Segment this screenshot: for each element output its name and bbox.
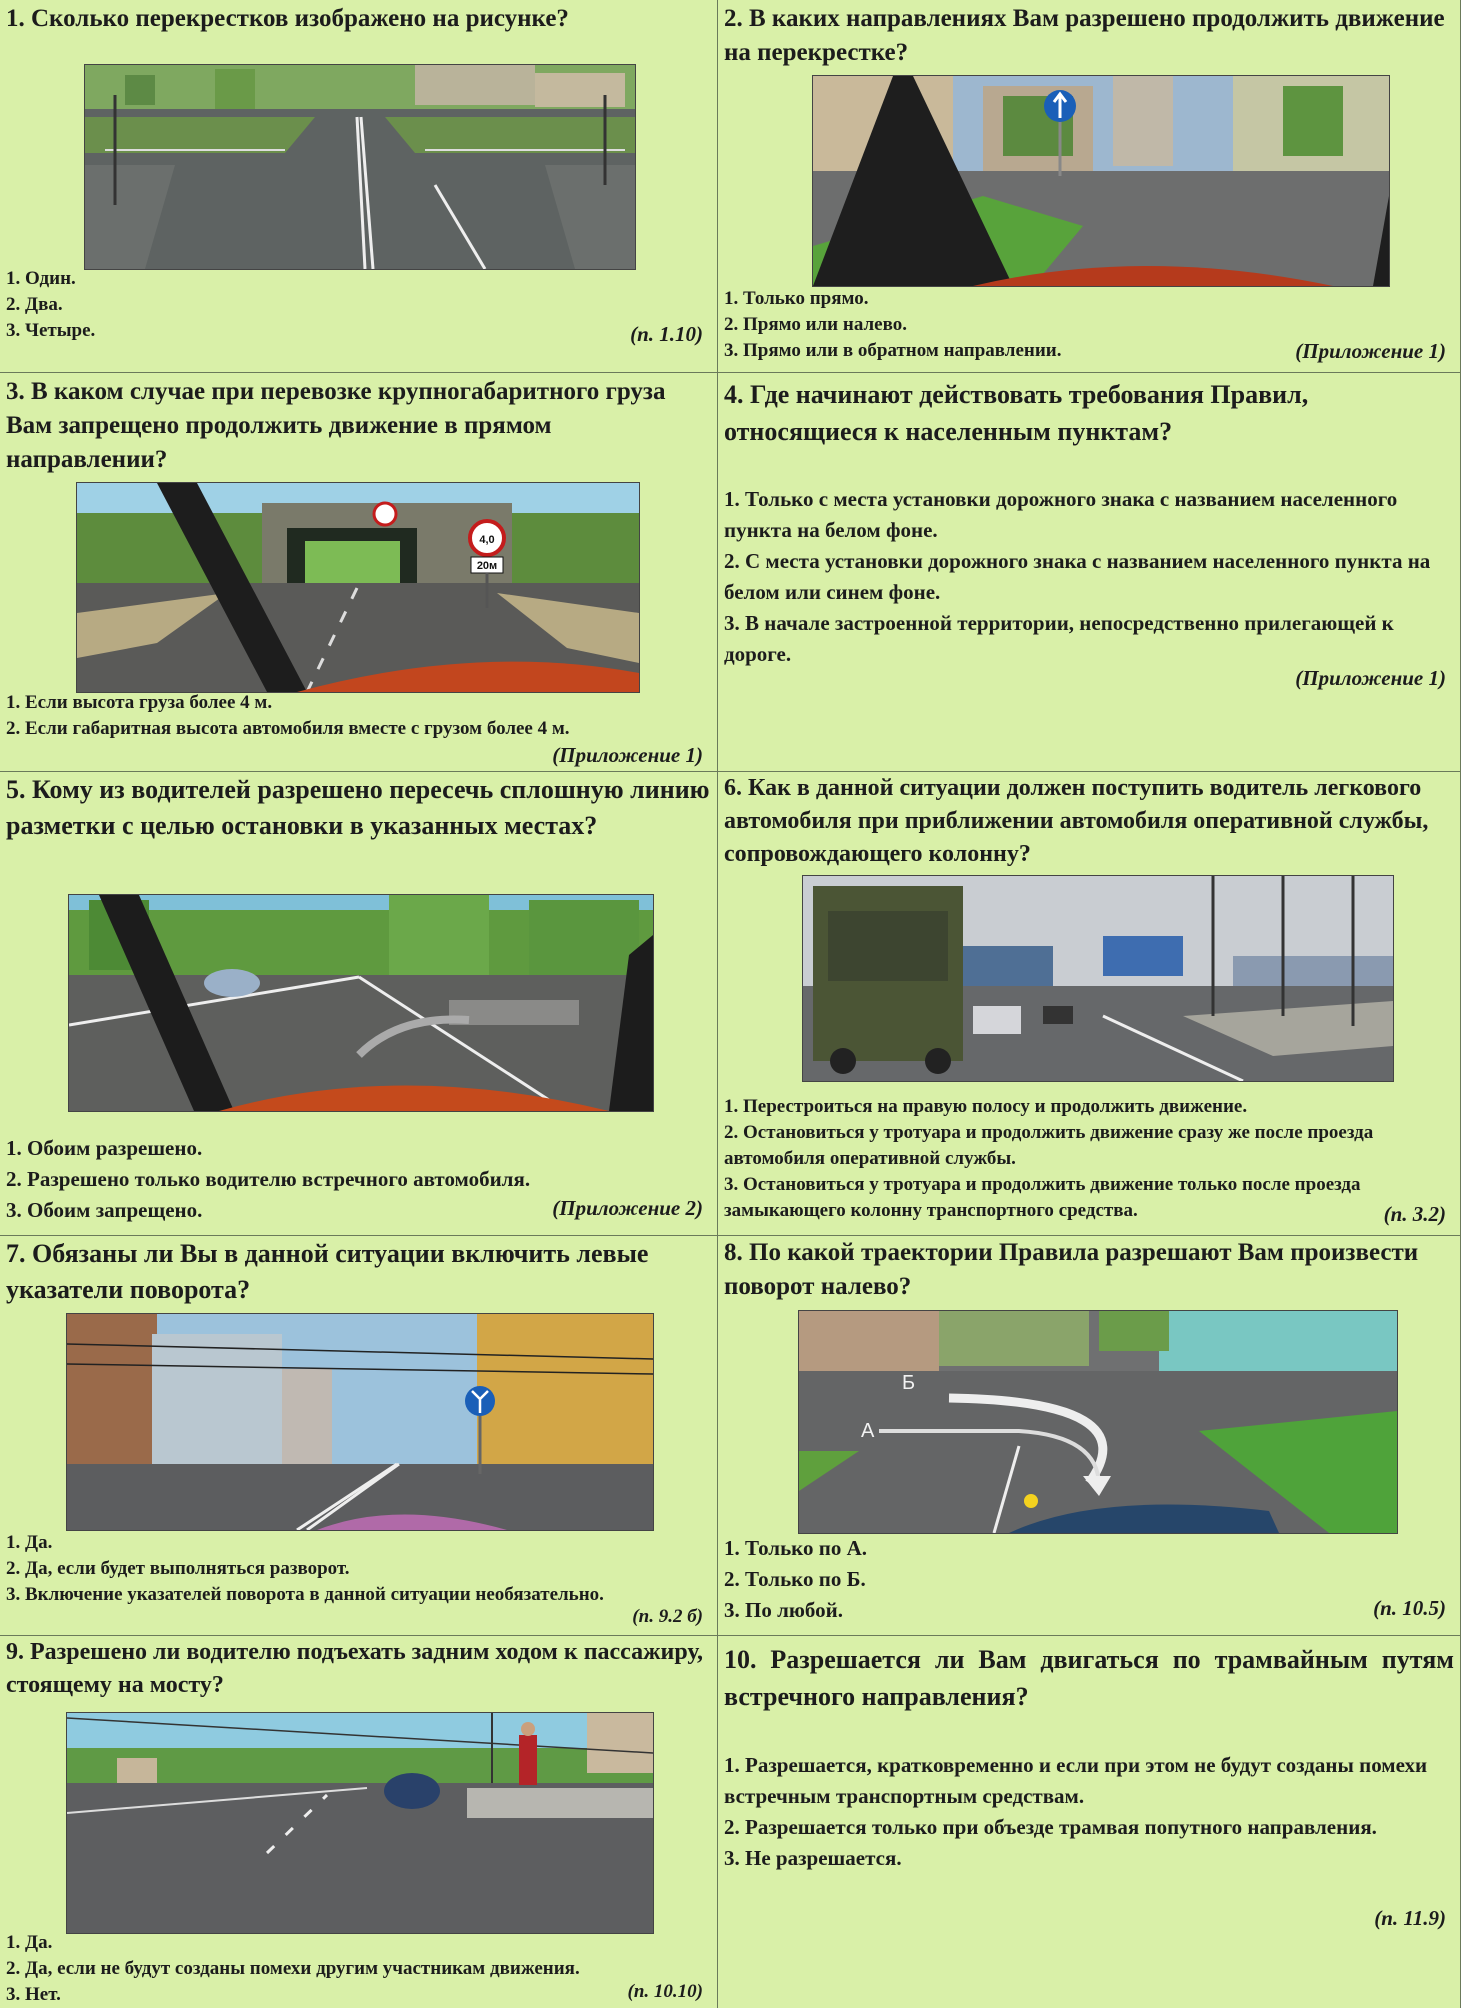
answer-option[interactable]: 3. Обоим запрещено. xyxy=(6,1198,203,1222)
answer-list xyxy=(724,1750,1450,1874)
rule-reference: (п. 11.9) xyxy=(1374,1906,1446,1930)
answer-list xyxy=(6,690,707,742)
question-image xyxy=(802,875,1394,1082)
answer-option[interactable]: 2. С места установки дорожного знака с названием населенного пункта на белом или синем фоне. xyxy=(724,549,1431,604)
question-text: 3. В каком случае при перевозке крупногабаритного груза Вам запрещено продолжить движение в прямом направлении? xyxy=(6,378,666,473)
question-text: 9. Разрешено ли водителю подъехать задним ходом к пассажиру, стоящему на мосту? xyxy=(6,1639,703,1698)
rule-reference: (п. 1.10) xyxy=(630,322,703,346)
answer-option[interactable]: 2. Да, если не будут созданы помехи другим участникам движения. xyxy=(6,1958,580,1979)
question-text: 4. Где начинают действовать требования Правил, относящиеся к населенным пунктам? xyxy=(724,380,1309,446)
crossroads-scene xyxy=(85,65,635,269)
pedestrian xyxy=(519,1735,537,1785)
question-card-7 xyxy=(0,1236,718,1636)
rule-reference: (Приложение 1) xyxy=(552,743,703,767)
passenger-car xyxy=(973,1006,1021,1034)
question-text: 1. Сколько перекрестков изображено на рисунке? xyxy=(6,5,569,32)
rule-reference: (п. 9.2 б) xyxy=(632,1606,703,1627)
oncoming-car xyxy=(204,969,260,997)
answer-option[interactable]: 1. Обоим разрешено. xyxy=(6,1136,203,1160)
question-card-4 xyxy=(718,373,1461,772)
answer-list xyxy=(724,1533,1450,1626)
answer-option[interactable]: 3. Прямо или в обратном направлении. xyxy=(724,340,1062,361)
answer-list xyxy=(6,1930,707,2008)
question-card-6 xyxy=(718,772,1461,1236)
question-text: 5. Кому из водителей разрешено пересечь сплошную линию разметки с целью остановки в указанных местах? xyxy=(6,775,710,840)
height-limit-sign-icon xyxy=(374,503,396,525)
answer-option[interactable]: 3. Четыре. xyxy=(6,320,96,341)
street-scene xyxy=(67,1314,653,1530)
question-card-9 xyxy=(0,1636,718,2008)
question-card-1 xyxy=(0,0,718,373)
rule-reference: (Приложение 1) xyxy=(1295,339,1446,363)
question-card-8 xyxy=(718,1236,1461,1636)
question-card-2 xyxy=(718,0,1461,373)
question-image xyxy=(84,64,636,270)
answer-option[interactable]: 2. Остановиться у тротуара и продолжить движение сразу же после проезда автомобиля оперативной службы. xyxy=(724,1122,1374,1169)
answer-list xyxy=(724,1094,1450,1224)
rule-reference: (Приложение 1) xyxy=(1295,666,1446,690)
escort-convoy-scene xyxy=(803,876,1393,1081)
answer-list xyxy=(724,484,1450,670)
question-card-5 xyxy=(0,772,718,1236)
rule-reference: (Приложение 2) xyxy=(552,1196,703,1220)
answer-option[interactable]: 1. Да. xyxy=(6,1532,53,1553)
answer-option[interactable]: 2. Прямо или налево. xyxy=(724,314,907,335)
path-a-label: А xyxy=(861,1420,875,1442)
path-b-label: Б xyxy=(902,1372,916,1394)
question-text: 7. Обязаны ли Вы в данной ситуации включить левые указатели поворота? xyxy=(6,1239,649,1304)
answer-option[interactable]: 1. Один. xyxy=(6,268,76,289)
car xyxy=(384,1773,440,1809)
answer-option[interactable]: 1. Если высота груза более 4 м. xyxy=(6,692,273,713)
distance-plate-value: 20м xyxy=(476,560,498,572)
answer-list xyxy=(6,1530,707,1608)
underpass-scene xyxy=(77,483,639,692)
answer-option[interactable]: 2. Разрешается только при объезде трамвая попутного направления. xyxy=(724,1815,1377,1839)
question-image xyxy=(66,1712,654,1934)
question-text: 2. В каких направлениях Вам разрешено продолжить движение на перекрестке? xyxy=(724,5,1445,66)
question-image xyxy=(66,1313,654,1531)
question-text: 8. По какой траектории Правила разрешают Вам произвести поворот налево? xyxy=(724,1239,1419,1300)
answer-option[interactable]: 3. Остановиться у тротуара и продолжить движение только после проезда замыкающего колонну транспортного средства. xyxy=(724,1174,1361,1221)
answer-option[interactable]: 3. По любой. xyxy=(724,1598,843,1622)
answer-option[interactable]: 3. В начале застроенной территории, непосредственно прилегающей к дороге. xyxy=(724,611,1394,666)
answer-option[interactable]: 2. Да, если будет выполняться разворот. xyxy=(6,1558,350,1579)
question-image xyxy=(798,1310,1398,1534)
question-card-3 xyxy=(0,373,718,772)
answer-option[interactable]: 1. Перестроиться на правую полосу и продолжить движение. xyxy=(724,1096,1248,1117)
solid-line-scene xyxy=(69,895,653,1111)
rule-reference: (п. 10.10) xyxy=(627,1981,703,2002)
answer-option[interactable]: 1. Разрешается, кратковременно и если при этом не будут созданы помехи встречным транспортным средствам. xyxy=(724,1753,1428,1808)
intersection-scene xyxy=(813,76,1389,286)
answer-option[interactable]: 2. Если габаритная высота автомобиля вместе с грузом более 4 м. xyxy=(6,718,570,739)
rule-reference: (п. 10.5) xyxy=(1373,1596,1446,1620)
question-text: 10. Разрешается ли Вам двигаться по трамвайным путям встречного направления? xyxy=(724,1645,1454,1711)
left-turn-paths-scene xyxy=(799,1311,1397,1533)
bridge-scene xyxy=(67,1713,653,1933)
answer-option[interactable]: 3. Включение указателей поворота в данной ситуации необязательно. xyxy=(6,1584,604,1605)
answer-option[interactable]: 2. Два. xyxy=(6,294,63,315)
answer-option[interactable]: 2. Разрешено только водителю встречного автомобиля. xyxy=(6,1167,531,1191)
answer-list xyxy=(6,266,707,344)
answer-option[interactable]: 1. Да. xyxy=(6,1932,53,1953)
answer-option[interactable]: 3. Не разрешается. xyxy=(724,1846,902,1870)
question-image xyxy=(76,482,640,693)
question-text: 6. Как в данной ситуации должен поступить водитель легкового автомобиля при приближении автомобиля оперативной службы, сопровождающего колонну? xyxy=(724,775,1429,867)
answer-option[interactable]: 1. Только с места установки дорожного знака с названием населенного пункта на белом фоне. xyxy=(724,487,1398,542)
answer-option[interactable]: 2. Только по Б. xyxy=(724,1567,866,1591)
rule-reference: (п. 3.2) xyxy=(1383,1202,1446,1226)
question-card-10 xyxy=(718,1636,1461,2008)
question-image xyxy=(68,894,654,1112)
question-image xyxy=(812,75,1390,287)
answer-option[interactable]: 1. Только прямо. xyxy=(724,288,869,309)
height-limit-value: 4,0 xyxy=(479,534,495,546)
answer-option[interactable]: 1. Только по А. xyxy=(724,1536,868,1560)
answer-option[interactable]: 3. Нет. xyxy=(6,1984,61,2005)
